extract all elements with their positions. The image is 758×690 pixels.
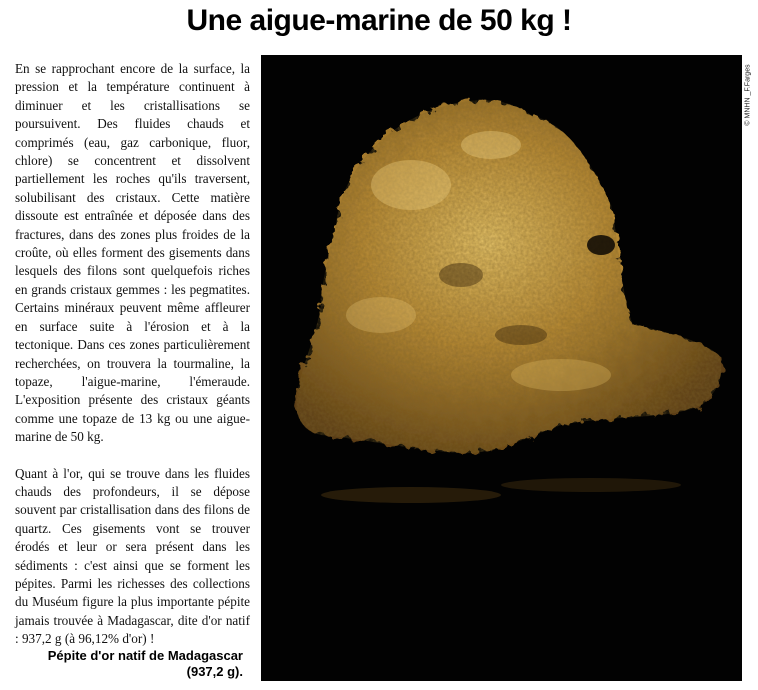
gold-nugget-illustration	[261, 55, 742, 681]
caption-line: (937,2 g).	[186, 664, 243, 679]
paragraph: Quant à l'or, qui se trouve dans les fluides chauds des profondeurs, il se dépose souvent par cristallisation dans des filons de quartz. Ces gisements vont se trouver érodés et leur or sera présent dans les sédiments : c'est ainsi que se forment les pépites. Parmi les richesses des collections du Muséum figure la plus importante pépite jamais trouvée à Madagascar, dite d'or natif : 937,2 g (à 96,12% d'or) !	[15, 465, 250, 647]
article-body	[15, 60, 250, 649]
paragraph: En se rapprochant encore de la surface, la pression et la température continuent à diminuer et les cristallisations se poursuivent. Des fluides chauds et comprimés (eau, gaz carbonique, fluor, chlore) se concentrent et dissolvent partiellement les roches qu'ils traversent, solubilisant des cristaux. Cette matière dissoute est entraînée et déposée dans des fractures, dans des zones plus froides de la croûte, où elles forment des gisements dans lesquels des filons sont quelquefois riches en grands cristaux gemmes : les pegmatites. Certains minéraux peuvent même affleurer en surface suite à l'érosion et à la tectonique. Dans ces zones particulièrement recherchées, on trouvera la tourmaline, la topaze, l'aigue-marine, l'émeraude. L'exposition présente des cristaux géants comme une topaze de 13 kg ou une aigue-marine de 50 kg.	[15, 61, 250, 445]
caption-line: Pépite d'or natif de Madagascar	[47, 648, 243, 663]
credit-text: © MNHN _F.Farges	[744, 64, 752, 126]
photo-credit	[741, 62, 755, 128]
photo-caption	[15, 648, 243, 680]
page-title: Une aigue-marine de 50 kg !	[186, 4, 572, 37]
gold-nugget-photo	[261, 55, 742, 681]
